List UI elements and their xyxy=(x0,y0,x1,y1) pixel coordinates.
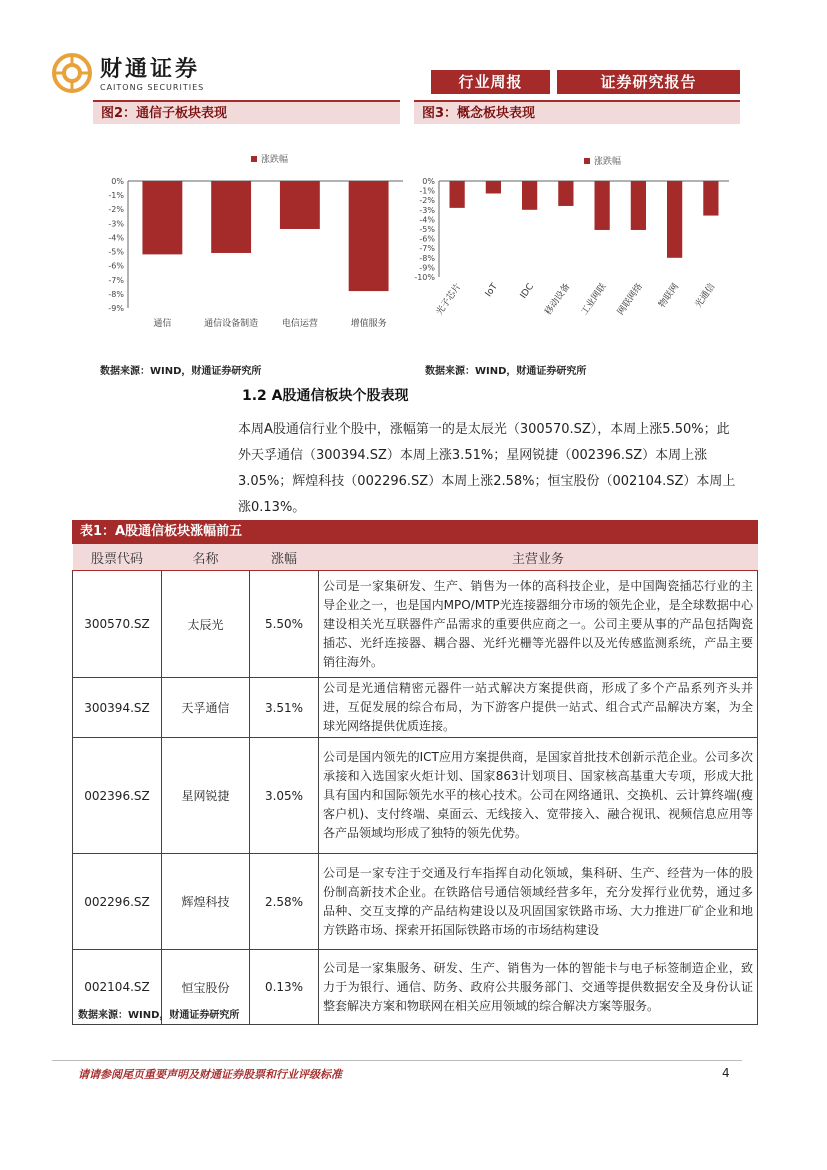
bar xyxy=(703,181,718,216)
bar xyxy=(211,181,251,253)
footer-divider xyxy=(52,1060,742,1061)
bar xyxy=(280,181,320,229)
stock-code: 002296.SZ xyxy=(73,854,162,950)
table-row xyxy=(73,854,758,950)
x-tick-label: 光子芯片 xyxy=(434,281,464,318)
company-logo-icon xyxy=(52,53,92,93)
page-number: 4 xyxy=(722,1066,730,1080)
stock-code: 002104.SZ xyxy=(73,950,162,1025)
x-tick-label: 移动设备 xyxy=(543,281,573,318)
y-tick-label: -2% xyxy=(108,205,124,215)
x-tick-label: 电信运营 xyxy=(281,319,318,329)
y-tick-label: -4% xyxy=(419,215,435,225)
x-tick-label: 物联网 xyxy=(657,281,682,310)
legend-swatch xyxy=(251,156,257,162)
figure3-source: 数据来源：WIND，财通证券研究所 xyxy=(425,366,587,377)
y-tick-label: -1% xyxy=(419,186,435,196)
stock-code: 002396.SZ xyxy=(73,738,162,854)
section-title: 1.2 A股通信板块个股表现 xyxy=(242,388,409,404)
bar xyxy=(349,181,389,291)
bar xyxy=(595,181,610,230)
y-tick-label: -10% xyxy=(414,273,435,282)
header-name: 名称 xyxy=(162,544,250,571)
stock-name: 太辰光 xyxy=(162,571,250,678)
company-name-en: CAITONG SECURITIES xyxy=(100,83,205,92)
y-tick-label: 0% xyxy=(111,177,124,186)
y-tick-label: -3% xyxy=(108,219,124,229)
y-tick-label: -9% xyxy=(108,304,124,313)
stock-business: 公司是一家集服务、研发、生产、销售为一体的智能卡与电子标签制造企业，致力于为银行、通信、防务、政府公共服务部门、交通等提供数据安全及身份认证整套解决方案和物联网在相关应用领域的综合解决方案等服务。 xyxy=(319,950,758,1025)
stock-name: 天孚通信 xyxy=(162,678,250,738)
y-tick-label: 0% xyxy=(422,177,435,186)
legend-label: 涨跌幅 xyxy=(594,157,622,167)
table-row xyxy=(73,571,758,678)
stock-code: 300394.SZ xyxy=(73,678,162,738)
figure2-source: 数据来源：WIND，财通证券研究所 xyxy=(100,366,262,377)
header-code: 股票代码 xyxy=(73,544,162,571)
table-header-row xyxy=(73,544,758,571)
stock-name: 辉煌科技 xyxy=(162,854,250,950)
stock-pct: 5.50% xyxy=(250,571,319,678)
report-category-tag: 证券研究报告 xyxy=(557,70,740,94)
x-tick-label: 光通信 xyxy=(693,281,718,310)
y-tick-label: -8% xyxy=(108,289,124,299)
stock-name: 恒宝股份 xyxy=(162,950,250,1025)
stock-code: 300570.SZ xyxy=(73,571,162,678)
stock-pct: 3.05% xyxy=(250,738,319,854)
section-paragraph: 本周A股通信行业个股中，涨幅第一的是太辰光（300570.SZ），本周上涨5.50%；此外天孚通信（300394.SZ）本周上涨3.51%；星网锐捷（002396.SZ）本周上涨3.05%；辉煌科技（002296.SZ）本周上涨2.58%；恒宝股份（002104.SZ）本周上涨0.13%。 xyxy=(238,422,736,515)
stock-business: 公司是一家集研发、生产、销售为一体的高科技企业，是中国陶瓷插芯行业的主导企业之一，也是国内MPO/MTP光连接器细分市场的领先企业，是全球数据中心建设相关光互联器件产品需求的重要供应商之一。公司主要从事的产品包括陶瓷插芯、光纤连接器、耦合器、光纤光栅等光器件以及光传感监测系统，产品主要销往海外。 xyxy=(319,571,758,678)
y-tick-label: -4% xyxy=(108,233,124,243)
y-tick-label: -7% xyxy=(108,275,124,285)
company-name-cn: 财通证券 xyxy=(100,57,201,82)
bar xyxy=(558,181,573,206)
legend-swatch xyxy=(584,158,590,164)
y-tick-label: -6% xyxy=(419,234,435,244)
table-row xyxy=(73,678,758,738)
header-pct: 涨幅 xyxy=(250,544,319,571)
x-tick-label: 增值服务 xyxy=(350,319,387,329)
figure2-title: 图2：通信子板块表现 xyxy=(93,100,400,124)
y-tick-label: -2% xyxy=(419,196,435,206)
y-tick-label: -5% xyxy=(108,247,124,257)
table-title: 表1：A股通信板块涨幅前五 xyxy=(72,520,758,544)
y-tick-label: -7% xyxy=(419,244,435,254)
stocks-table xyxy=(72,544,758,1025)
x-tick-label: IoT xyxy=(483,281,500,299)
header-business: 主营业务 xyxy=(319,544,758,571)
y-tick-label: -5% xyxy=(419,225,435,234)
y-tick-label: -9% xyxy=(419,263,435,273)
bar xyxy=(486,181,501,193)
y-tick-label: -6% xyxy=(108,261,124,271)
y-tick-label: -8% xyxy=(419,253,435,263)
bar xyxy=(142,181,182,254)
bar xyxy=(667,181,682,258)
x-tick-label: 工业网联 xyxy=(579,281,609,318)
subsector-bar-chart xyxy=(93,126,403,356)
stock-business: 公司是国内领先的ICT应用方案提供商，是国家首批技术创新示范企业。公司多次承接和入选国家火炬计划、国家863计划项目、国家核高基重大专项，形成大批具有国内和国际领先水平的核心技术。公司在网络通讯、交换机、云计算终端(瘦客户机)、支付终端、桌面云、无线接入、宽带接入、融合视讯、视频信息应用等各产品领域均形成了独特的领先优势。 xyxy=(319,738,758,854)
report-type-tag: 行业周报 xyxy=(431,70,550,94)
stock-pct: 3.51% xyxy=(250,678,319,738)
y-tick-label: -3% xyxy=(419,205,435,215)
bar xyxy=(450,181,465,208)
x-tick-label: IDC xyxy=(518,281,537,301)
bar xyxy=(631,181,646,230)
stock-business: 公司是光通信精密元器件一站式解决方案提供商，形成了多个产品系列齐头并进，互促发展的综合布局，为下游客户提供一站式、组合式产品解决方案，为全球光网络提供优质连接。 xyxy=(319,678,758,738)
bar xyxy=(522,181,537,210)
stock-name: 星网锐捷 xyxy=(162,738,250,854)
stock-pct: 2.58% xyxy=(250,854,319,950)
legend-label: 涨跌幅 xyxy=(261,155,289,165)
y-tick-label: -1% xyxy=(108,191,124,201)
table-row xyxy=(73,738,758,854)
table-source: 数据来源：WIND，财通证券研究所 xyxy=(78,1010,240,1021)
x-tick-label: 通信设备制造 xyxy=(204,319,259,329)
concept-bar-chart xyxy=(414,126,744,356)
figure3-title: 图3：概念板块表现 xyxy=(414,100,740,124)
stock-pct: 0.13% xyxy=(250,950,319,1025)
x-tick-label: 网联网络 xyxy=(615,281,645,318)
stock-business: 公司是一家专注于交通及行车指挥自动化领域，集科研、生产、经营为一体的股份制高新技术企业。在铁路信号通信领域经营多年，充分发挥行业优势，通过多品种、交互支撑的产品结构建设以及巩固国家铁路市场、大力推进厂矿企业和地方铁路市场、探索开拓国际铁路市场的市场结构建设 xyxy=(319,854,758,950)
footer-disclaimer: 请请参阅尾页重要声明及财通证券股票和行业评级标准 xyxy=(78,1068,342,1081)
x-tick-label: 通信 xyxy=(153,319,172,329)
